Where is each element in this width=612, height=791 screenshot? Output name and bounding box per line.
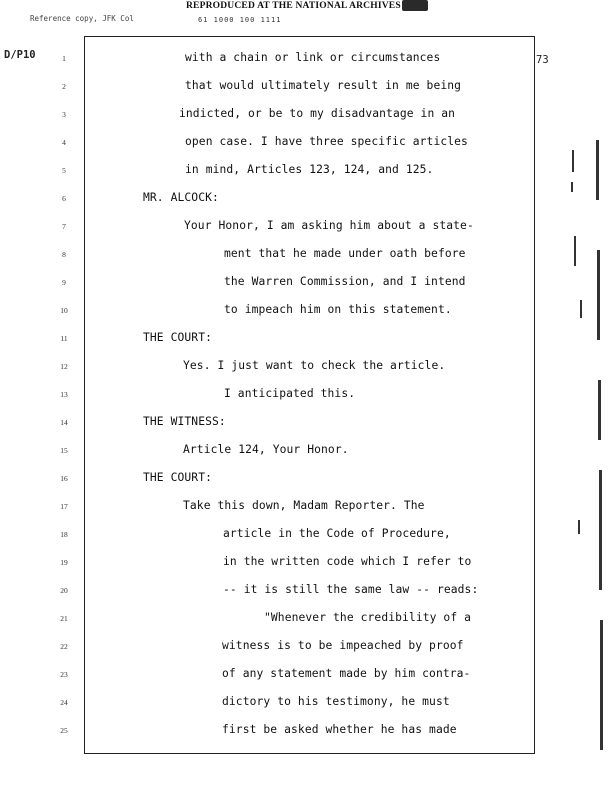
transcript-line: Take this down, Madam Reporter. The	[183, 499, 425, 512]
line-number: 12	[60, 362, 68, 371]
scan-edge-mark	[574, 236, 576, 266]
transcript-line: to impeach him on this statement.	[224, 303, 452, 316]
speaker-label: THE COURT:	[143, 471, 213, 484]
stamp-id: 61 1000 100 1111	[198, 16, 282, 24]
page-number: 73	[536, 54, 549, 66]
transcript-line: -- it is still the same law -- reads:	[223, 583, 479, 596]
document-id: D/P10	[4, 49, 36, 61]
line-number: 9	[62, 278, 66, 287]
transcript-line: Article 124, Your Honor.	[183, 443, 349, 456]
line-number: 22	[60, 642, 68, 651]
line-number: 19	[60, 558, 68, 567]
scan-edge-mark	[598, 380, 601, 440]
transcript-line: article in the Code of Procedure,	[223, 527, 451, 540]
line-number: 6	[62, 194, 66, 203]
transcript-line: that would ultimately result in me being	[185, 79, 462, 92]
transcript-line: I anticipated this.	[224, 387, 356, 400]
line-number: 3	[62, 110, 66, 119]
transcript-line: "Whenever the credibility of a	[264, 611, 472, 624]
transcript-line: indicted, or be to my disadvantage in an	[179, 107, 456, 120]
line-number: 13	[60, 390, 68, 399]
transcript-line: the Warren Commission, and I intend	[224, 275, 466, 288]
line-number: 24	[60, 698, 68, 707]
line-number: 7	[62, 222, 66, 231]
line-number: 16	[60, 474, 68, 483]
line-number: 4	[62, 138, 66, 147]
transcript-line: ment that he made under oath before	[224, 247, 466, 260]
scan-edge-mark	[572, 150, 574, 172]
line-number: 23	[60, 670, 68, 679]
reference-copy-label: Reference copy, JFK Col	[30, 14, 134, 23]
scan-edge-mark	[600, 620, 603, 750]
line-number: 2	[62, 82, 66, 91]
scan-edge-mark	[580, 300, 582, 318]
line-number: 10	[60, 306, 68, 315]
line-number: 1	[62, 54, 66, 63]
scan-edge-mark	[578, 520, 580, 534]
scan-edge-mark	[597, 250, 600, 340]
line-number: 14	[60, 418, 68, 427]
transcript-line: in the written code which I refer to	[223, 555, 472, 568]
line-number: 25	[60, 726, 68, 735]
line-number: 17	[60, 502, 68, 511]
line-number: 11	[60, 334, 68, 343]
transcript-line: with a chain or link or circumstances	[185, 51, 441, 64]
scan-edge-mark	[571, 182, 573, 192]
line-number: 21	[60, 614, 68, 623]
speaker-label: THE COURT:	[143, 331, 213, 344]
transcript-line: first be asked whether he has made	[222, 723, 457, 736]
scan-edge-mark	[599, 470, 602, 590]
line-number: 15	[60, 446, 68, 455]
line-number: 8	[62, 250, 66, 259]
speaker-label: THE WITNESS:	[143, 415, 226, 428]
line-number: 18	[60, 530, 68, 539]
transcript-line: witness is to be impeached by proof	[222, 639, 464, 652]
line-number: 20	[60, 586, 68, 595]
speaker-label: MR. ALCOCK:	[143, 191, 219, 204]
transcript-line: Your Honor, I am asking him about a state-	[184, 219, 474, 232]
archives-stamp: REPRODUCED AT THE NATIONAL ARCHIVES	[186, 1, 401, 11]
transcript-line: in mind, Articles 123, 124, and 125.	[185, 163, 434, 176]
transcript-line: of any statement made by him contra-	[222, 667, 471, 680]
transcript-line: Yes. I just want to check the article.	[183, 359, 446, 372]
transcript-line: open case. I have three specific articles	[185, 135, 468, 148]
line-number: 5	[62, 166, 66, 175]
scan-edge-mark	[596, 140, 599, 200]
transcript-line: dictory to his testimony, he must	[222, 695, 450, 708]
